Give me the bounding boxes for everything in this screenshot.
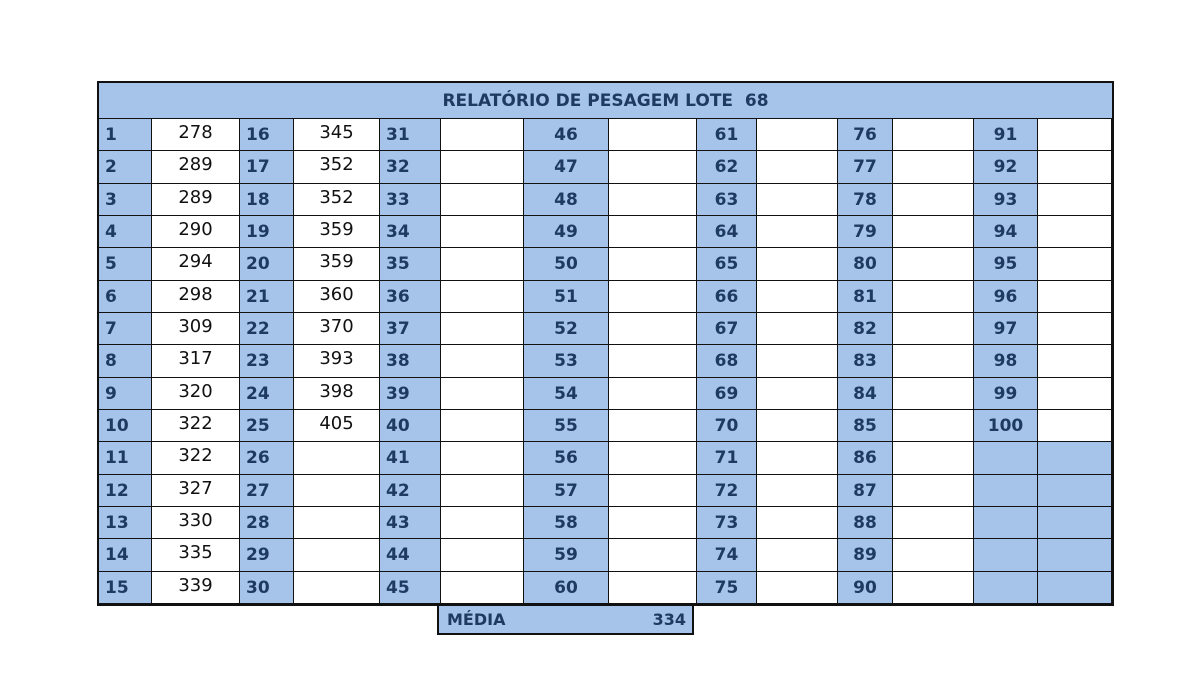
row-number-cell [974, 475, 1038, 507]
average-label: MÉDIA [447, 610, 506, 629]
row-number-cell: 80 [838, 248, 893, 281]
row-number-cell: 2 [99, 151, 152, 184]
weight-value-cell [441, 572, 524, 604]
row-number-cell: 70 [697, 410, 757, 442]
row-number-cell: 23 [240, 345, 294, 378]
row-number-cell: 61 [697, 119, 757, 151]
weight-value-cell: 359 [294, 216, 380, 248]
row-number-cell: 22 [240, 313, 294, 345]
row-number-cell: 81 [838, 281, 893, 313]
weight-value-cell [294, 539, 380, 572]
row-number-cell: 65 [697, 248, 757, 281]
weight-value-cell [441, 442, 524, 475]
weight-value-cell [893, 378, 974, 410]
weight-value-cell [1038, 345, 1112, 378]
weight-value-cell [441, 378, 524, 410]
row-number-cell [974, 539, 1038, 572]
row-number-cell: 29 [240, 539, 294, 572]
row-number-cell: 68 [697, 345, 757, 378]
weight-value-cell [609, 378, 697, 410]
weight-value-cell: 398 [294, 378, 380, 410]
weight-value-cell [609, 345, 697, 378]
weight-value-cell [893, 345, 974, 378]
row-number-cell: 90 [838, 572, 893, 604]
row-number-cell: 26 [240, 442, 294, 475]
weight-value-cell [757, 281, 838, 313]
row-number-cell: 77 [838, 151, 893, 184]
report-title: RELATÓRIO DE PESAGEM LOTE 68 [99, 83, 1112, 119]
weight-value-cell: 317 [152, 345, 240, 378]
weight-value-cell [1038, 281, 1112, 313]
weight-value-cell [441, 507, 524, 539]
weight-value-cell: 322 [152, 410, 240, 442]
row-number-cell: 46 [524, 119, 609, 151]
row-number-cell: 72 [697, 475, 757, 507]
weight-value-cell [757, 442, 838, 475]
row-number-cell: 53 [524, 345, 609, 378]
weight-value-cell [294, 442, 380, 475]
weight-value-cell [893, 539, 974, 572]
weight-value-cell [609, 119, 697, 151]
weight-value-cell [1038, 572, 1112, 604]
weight-value-cell [441, 475, 524, 507]
row-number-cell: 47 [524, 151, 609, 184]
weight-value-cell [294, 475, 380, 507]
row-number-cell: 8 [99, 345, 152, 378]
row-number-cell: 45 [380, 572, 441, 604]
weight-value-cell [893, 410, 974, 442]
weight-value-cell [294, 507, 380, 539]
row-number-cell: 74 [697, 539, 757, 572]
row-number-cell: 83 [838, 345, 893, 378]
row-number-cell: 85 [838, 410, 893, 442]
weight-value-cell [1038, 151, 1112, 184]
row-number-cell: 24 [240, 378, 294, 410]
row-number-cell [974, 572, 1038, 604]
weight-value-cell [1038, 248, 1112, 281]
row-number-cell: 52 [524, 313, 609, 345]
row-number-cell: 92 [974, 151, 1038, 184]
row-number-cell: 91 [974, 119, 1038, 151]
weight-value-cell: 360 [294, 281, 380, 313]
row-number-cell: 79 [838, 216, 893, 248]
weight-value-cell: 393 [294, 345, 380, 378]
row-number-cell: 33 [380, 184, 441, 216]
weight-value-cell [609, 281, 697, 313]
row-number-cell: 42 [380, 475, 441, 507]
weight-value-cell: 352 [294, 151, 380, 184]
weight-value-cell [1038, 184, 1112, 216]
row-number-cell: 63 [697, 184, 757, 216]
row-number-cell: 3 [99, 184, 152, 216]
weight-value-cell [893, 572, 974, 604]
row-number-cell: 59 [524, 539, 609, 572]
weight-value-cell [1038, 539, 1112, 572]
weight-value-cell: 345 [294, 119, 380, 151]
row-number-cell: 39 [380, 378, 441, 410]
weight-value-cell [1038, 475, 1112, 507]
weight-value-cell [1038, 507, 1112, 539]
weight-value-cell [757, 151, 838, 184]
row-number-cell: 12 [99, 475, 152, 507]
row-number-cell: 50 [524, 248, 609, 281]
weight-value-cell [893, 216, 974, 248]
weight-value-cell [757, 475, 838, 507]
report-grid [99, 119, 1112, 604]
row-number-cell: 73 [697, 507, 757, 539]
weight-value-cell [757, 539, 838, 572]
row-number-cell: 1 [99, 119, 152, 151]
weight-value-cell [609, 475, 697, 507]
row-number-cell: 54 [524, 378, 609, 410]
weight-value-cell: 359 [294, 248, 380, 281]
row-number-cell: 56 [524, 442, 609, 475]
row-number-cell: 19 [240, 216, 294, 248]
weight-value-cell [441, 281, 524, 313]
weight-value-cell [609, 248, 697, 281]
row-number-cell: 37 [380, 313, 441, 345]
row-number-cell: 84 [838, 378, 893, 410]
weight-value-cell: 290 [152, 216, 240, 248]
weight-value-cell: 335 [152, 539, 240, 572]
weight-value-cell [757, 313, 838, 345]
weight-value-cell [757, 378, 838, 410]
row-number-cell: 87 [838, 475, 893, 507]
weight-value-cell [757, 507, 838, 539]
row-number-cell: 97 [974, 313, 1038, 345]
weight-value-cell: 327 [152, 475, 240, 507]
weight-value-cell [757, 248, 838, 281]
weight-value-cell [757, 345, 838, 378]
weight-value-cell [893, 184, 974, 216]
weight-value-cell [441, 345, 524, 378]
weight-value-cell [757, 216, 838, 248]
weight-value-cell [609, 216, 697, 248]
row-number-cell [974, 507, 1038, 539]
weight-value-cell [893, 281, 974, 313]
weight-value-cell [757, 184, 838, 216]
weight-value-cell [1038, 378, 1112, 410]
row-number-cell: 17 [240, 151, 294, 184]
row-number-cell: 44 [380, 539, 441, 572]
row-number-cell: 76 [838, 119, 893, 151]
weight-value-cell [609, 442, 697, 475]
weight-value-cell [893, 442, 974, 475]
weight-value-cell [441, 151, 524, 184]
weight-value-cell [609, 151, 697, 184]
weight-value-cell [893, 119, 974, 151]
row-number-cell: 51 [524, 281, 609, 313]
row-number-cell: 98 [974, 345, 1038, 378]
average-value: 334 [652, 610, 686, 629]
row-number-cell: 82 [838, 313, 893, 345]
row-number-cell: 38 [380, 345, 441, 378]
weight-value-cell [1038, 410, 1112, 442]
row-number-cell: 86 [838, 442, 893, 475]
average-summary [437, 604, 694, 635]
weight-value-cell [893, 313, 974, 345]
row-number-cell: 13 [99, 507, 152, 539]
row-number-cell: 88 [838, 507, 893, 539]
weight-value-cell: 298 [152, 281, 240, 313]
row-number-cell: 58 [524, 507, 609, 539]
row-number-cell: 41 [380, 442, 441, 475]
row-number-cell: 36 [380, 281, 441, 313]
weight-value-cell [1038, 119, 1112, 151]
weight-value-cell [441, 184, 524, 216]
weight-value-cell: 278 [152, 119, 240, 151]
weight-value-cell [1038, 313, 1112, 345]
row-number-cell: 75 [697, 572, 757, 604]
weight-value-cell: 370 [294, 313, 380, 345]
weight-value-cell [609, 184, 697, 216]
weight-value-cell [441, 216, 524, 248]
row-number-cell: 100 [974, 410, 1038, 442]
weighing-report-table [97, 81, 1114, 606]
row-number-cell: 94 [974, 216, 1038, 248]
weight-value-cell: 309 [152, 313, 240, 345]
row-number-cell: 35 [380, 248, 441, 281]
row-number-cell: 89 [838, 539, 893, 572]
row-number-cell: 66 [697, 281, 757, 313]
weight-value-cell [609, 539, 697, 572]
row-number-cell [974, 442, 1038, 475]
row-number-cell: 64 [697, 216, 757, 248]
weight-value-cell [893, 507, 974, 539]
row-number-cell: 9 [99, 378, 152, 410]
row-number-cell: 96 [974, 281, 1038, 313]
row-number-cell: 15 [99, 572, 152, 604]
row-number-cell: 20 [240, 248, 294, 281]
row-number-cell: 93 [974, 184, 1038, 216]
weight-value-cell: 322 [152, 442, 240, 475]
row-number-cell: 5 [99, 248, 152, 281]
row-number-cell: 6 [99, 281, 152, 313]
row-number-cell: 25 [240, 410, 294, 442]
weight-value-cell: 405 [294, 410, 380, 442]
weight-value-cell [609, 507, 697, 539]
weight-value-cell: 289 [152, 151, 240, 184]
weight-value-cell: 289 [152, 184, 240, 216]
row-number-cell: 10 [99, 410, 152, 442]
row-number-cell: 57 [524, 475, 609, 507]
weight-value-cell [893, 475, 974, 507]
row-number-cell: 18 [240, 184, 294, 216]
row-number-cell: 48 [524, 184, 609, 216]
weight-value-cell [1038, 442, 1112, 475]
weight-value-cell [1038, 216, 1112, 248]
row-number-cell: 31 [380, 119, 441, 151]
row-number-cell: 34 [380, 216, 441, 248]
weight-value-cell: 320 [152, 378, 240, 410]
weight-value-cell: 330 [152, 507, 240, 539]
weight-value-cell [757, 119, 838, 151]
weight-value-cell [609, 410, 697, 442]
row-number-cell: 28 [240, 507, 294, 539]
weight-value-cell [893, 151, 974, 184]
weight-value-cell [893, 248, 974, 281]
weight-value-cell: 294 [152, 248, 240, 281]
row-number-cell: 60 [524, 572, 609, 604]
weight-value-cell [609, 313, 697, 345]
row-number-cell: 71 [697, 442, 757, 475]
weight-value-cell [757, 410, 838, 442]
row-number-cell: 16 [240, 119, 294, 151]
row-number-cell: 40 [380, 410, 441, 442]
weight-value-cell: 339 [152, 572, 240, 604]
row-number-cell: 4 [99, 216, 152, 248]
row-number-cell: 14 [99, 539, 152, 572]
row-number-cell: 78 [838, 184, 893, 216]
weight-value-cell [441, 119, 524, 151]
row-number-cell: 67 [697, 313, 757, 345]
weight-value-cell [441, 410, 524, 442]
row-number-cell: 7 [99, 313, 152, 345]
row-number-cell: 32 [380, 151, 441, 184]
weight-value-cell [609, 572, 697, 604]
row-number-cell: 69 [697, 378, 757, 410]
weight-value-cell [441, 313, 524, 345]
weight-value-cell [441, 248, 524, 281]
weight-value-cell [294, 572, 380, 604]
weight-value-cell: 352 [294, 184, 380, 216]
row-number-cell: 43 [380, 507, 441, 539]
row-number-cell: 95 [974, 248, 1038, 281]
row-number-cell: 49 [524, 216, 609, 248]
row-number-cell: 99 [974, 378, 1038, 410]
row-number-cell: 27 [240, 475, 294, 507]
row-number-cell: 30 [240, 572, 294, 604]
weight-value-cell [757, 572, 838, 604]
row-number-cell: 62 [697, 151, 757, 184]
weight-value-cell [441, 539, 524, 572]
row-number-cell: 55 [524, 410, 609, 442]
row-number-cell: 21 [240, 281, 294, 313]
row-number-cell: 11 [99, 442, 152, 475]
